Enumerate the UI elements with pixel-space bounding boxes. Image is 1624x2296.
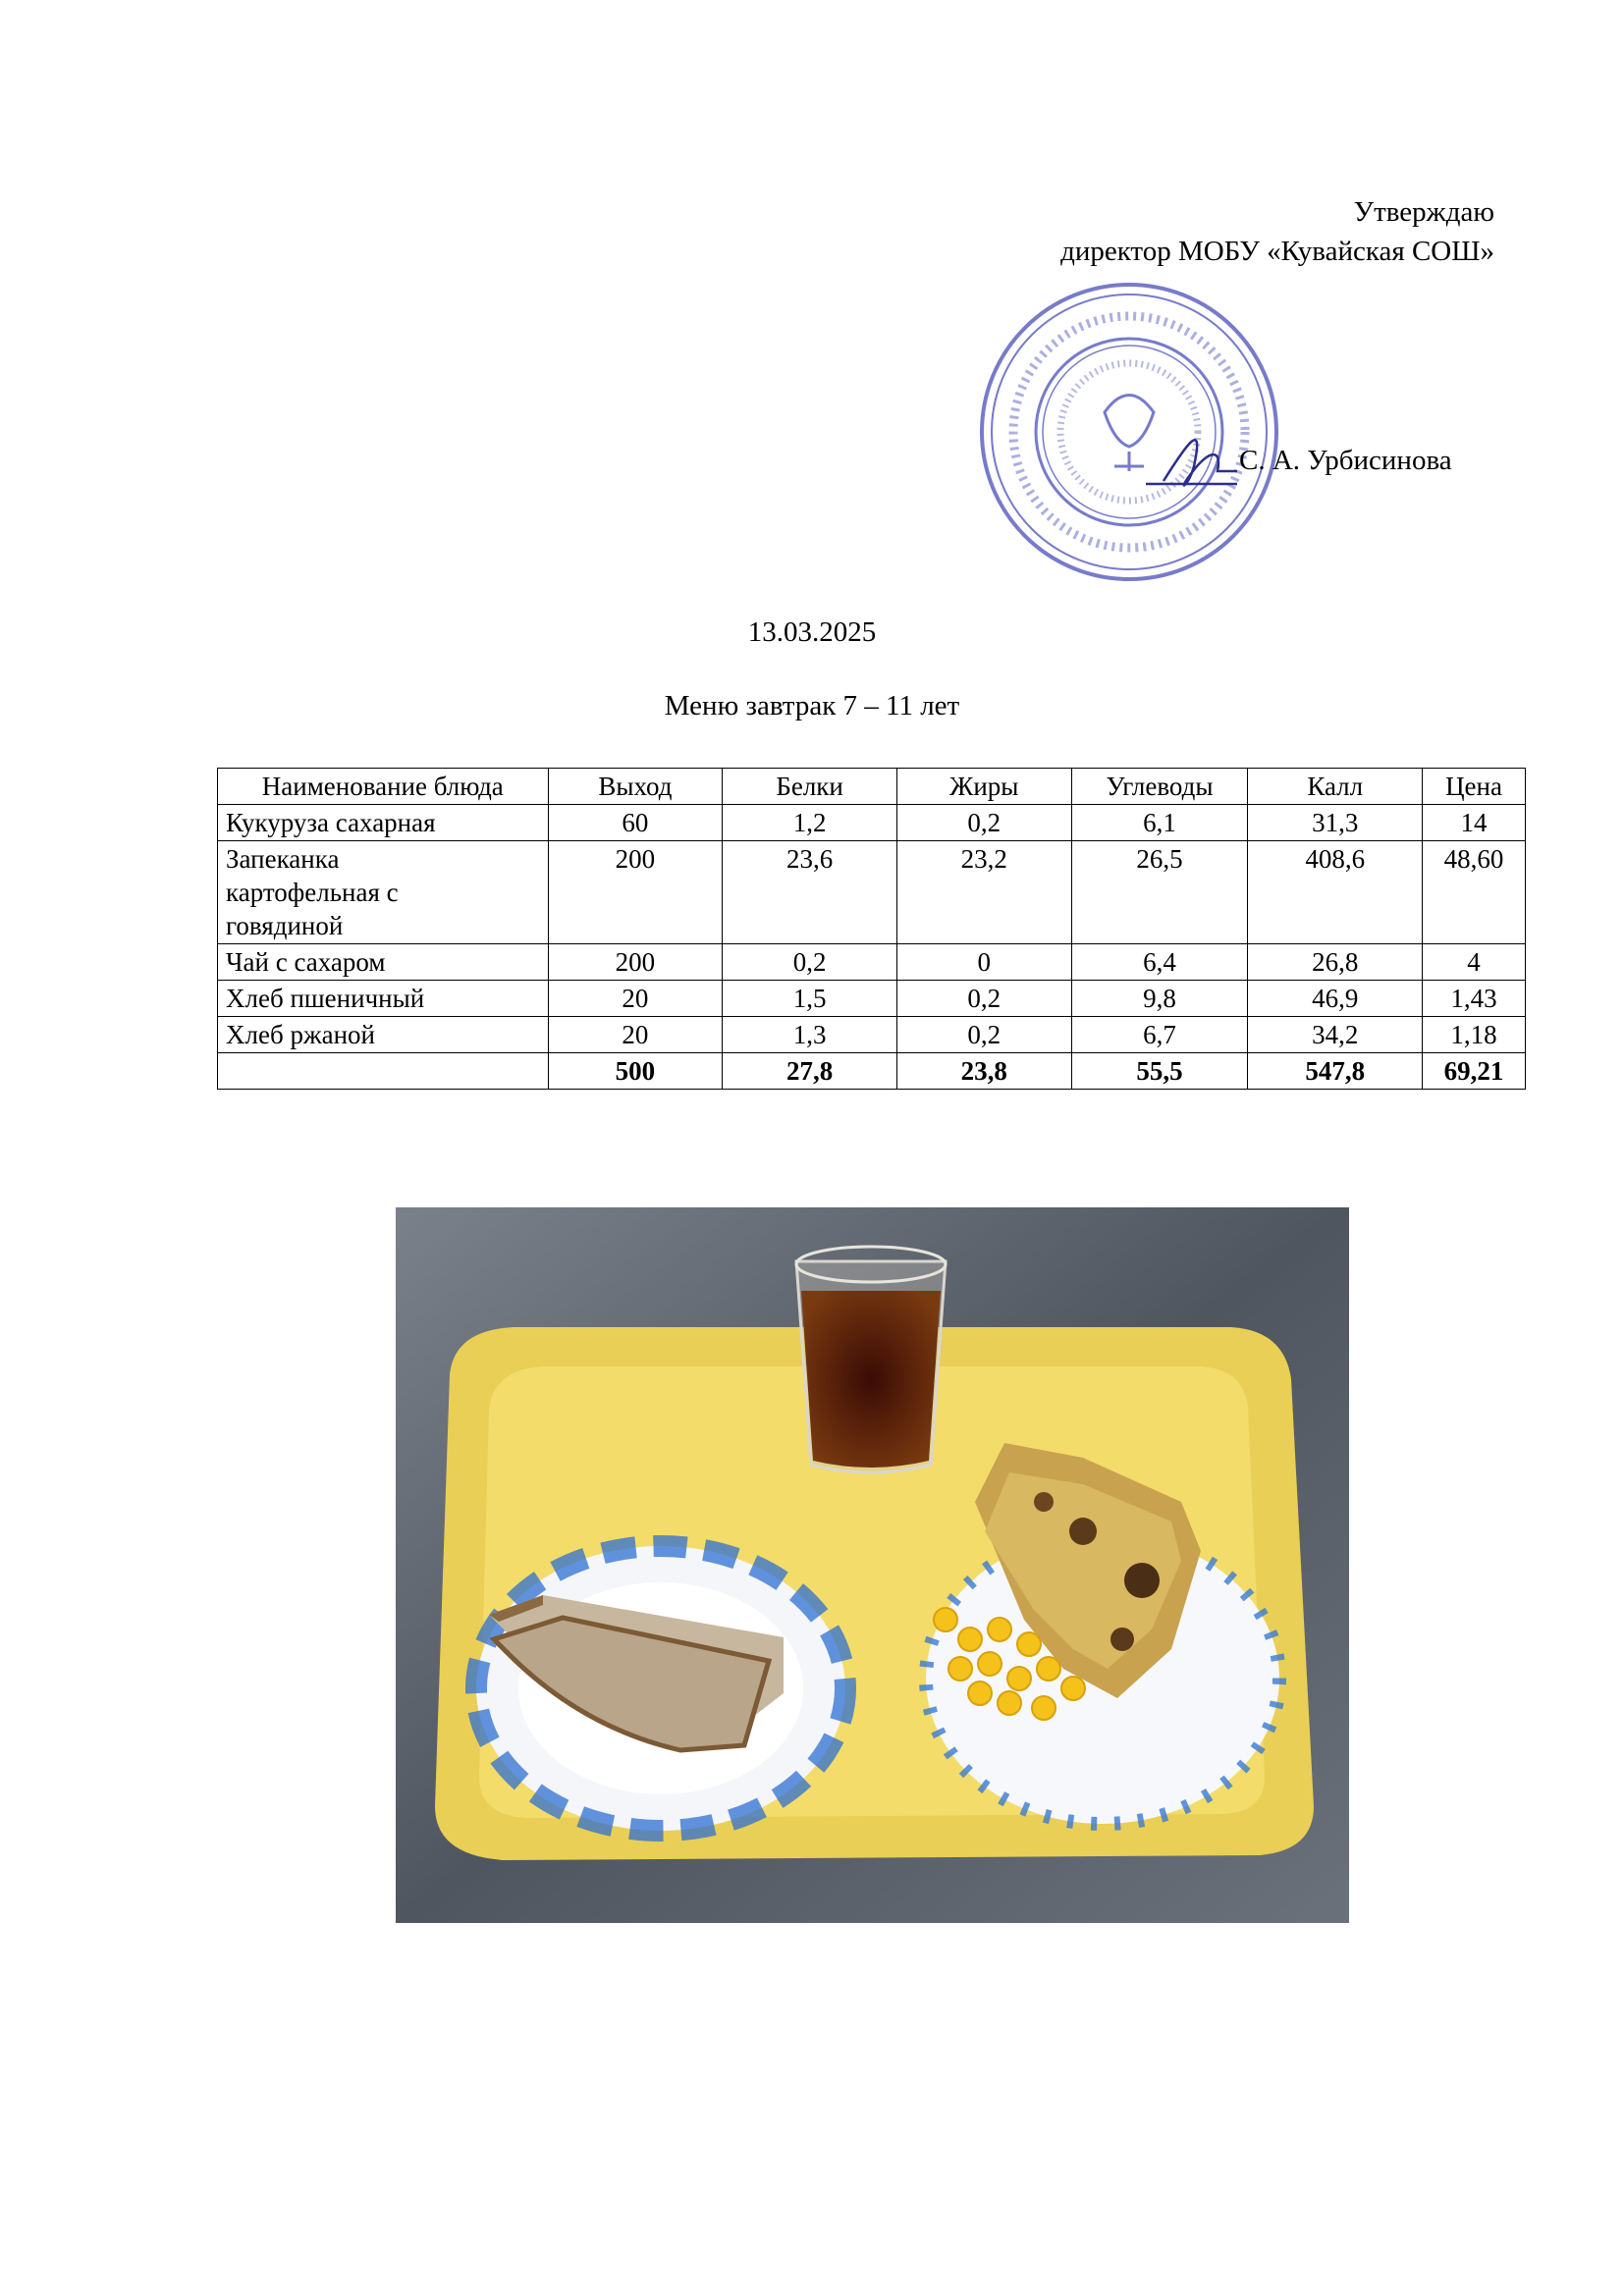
menu-title: Меню завтрак 7 – 11 лет <box>664 690 960 721</box>
total-fat: 23,8 <box>896 1053 1071 1090</box>
table-row <box>218 981 1526 1017</box>
table-row <box>218 944 1526 981</box>
official-stamp <box>967 275 1306 599</box>
dish-name: Чай с сахаром <box>218 944 549 981</box>
header-fat: Жиры <box>896 769 1071 805</box>
protein: 1,2 <box>723 805 897 841</box>
fat: 0 <box>896 944 1071 981</box>
fat: 23,2 <box>896 841 1071 944</box>
calories: 408,6 <box>1248 841 1423 944</box>
header-calories: Калл <box>1248 769 1423 805</box>
price: 48,60 <box>1423 841 1526 944</box>
carbs: 6,7 <box>1071 1017 1248 1053</box>
price: 1,43 <box>1423 981 1526 1017</box>
total-carbs: 55,5 <box>1071 1053 1248 1090</box>
total-portion: 500 <box>548 1053 723 1090</box>
header-price: Цена <box>1423 769 1526 805</box>
menu-table <box>217 768 1526 1090</box>
approval-block <box>1060 192 1494 271</box>
portion: 20 <box>548 981 723 1017</box>
price: 1,18 <box>1423 1017 1526 1053</box>
calories: 31,3 <box>1248 805 1423 841</box>
fat: 0,2 <box>896 805 1071 841</box>
total-protein: 27,8 <box>723 1053 897 1090</box>
carbs: 6,1 <box>1071 805 1248 841</box>
protein: 23,6 <box>723 841 897 944</box>
tea-glass-icon <box>796 1247 946 1472</box>
fat: 0,2 <box>896 1017 1071 1053</box>
carbs: 9,8 <box>1071 981 1248 1017</box>
meal-illustration <box>396 1207 1349 1923</box>
total-price: 69,21 <box>1423 1053 1526 1090</box>
table-header-row <box>218 769 1526 805</box>
calories: 46,9 <box>1248 981 1423 1017</box>
header-dish-name: Наименование блюда <box>218 769 549 805</box>
menu-date: 13.03.2025 <box>747 616 877 648</box>
bread-plate-icon <box>476 1546 845 1831</box>
fat: 0,2 <box>896 981 1071 1017</box>
meal-photo <box>396 1207 1349 1923</box>
calories: 26,8 <box>1248 944 1423 981</box>
table-row <box>218 841 1526 944</box>
protein: 1,5 <box>723 981 897 1017</box>
header-portion: Выход <box>548 769 723 805</box>
portion: 200 <box>548 944 723 981</box>
total-row <box>218 1053 1526 1090</box>
protein: 1,3 <box>723 1017 897 1053</box>
signature-icon <box>1146 440 1237 485</box>
carbs: 26,5 <box>1071 841 1248 944</box>
approval-heading: Утверждаю <box>1353 196 1494 228</box>
dish-name: Хлеб пшеничный <box>218 981 549 1017</box>
table-row <box>218 1017 1526 1053</box>
signer-name: С. А. Урбисинова <box>1239 445 1452 476</box>
price: 14 <box>1423 805 1526 841</box>
total-label <box>218 1053 549 1090</box>
header-carbs: Углеводы <box>1071 769 1248 805</box>
table-row <box>218 805 1526 841</box>
calories: 34,2 <box>1248 1017 1423 1053</box>
protein: 0,2 <box>723 944 897 981</box>
header-protein: Белки <box>723 769 897 805</box>
portion: 20 <box>548 1017 723 1053</box>
dish-name: Запеканка картофельная с говядиной <box>218 841 549 944</box>
dish-name: Кукуруза сахарная <box>218 805 549 841</box>
portion: 200 <box>548 841 723 944</box>
approval-position: директор МОБУ «Кувайская СОШ» <box>1060 236 1494 267</box>
price: 4 <box>1423 944 1526 981</box>
carbs: 6,4 <box>1071 944 1248 981</box>
portion: 60 <box>548 805 723 841</box>
total-calories: 547,8 <box>1248 1053 1423 1090</box>
dish-name: Хлеб ржаной <box>218 1017 549 1053</box>
